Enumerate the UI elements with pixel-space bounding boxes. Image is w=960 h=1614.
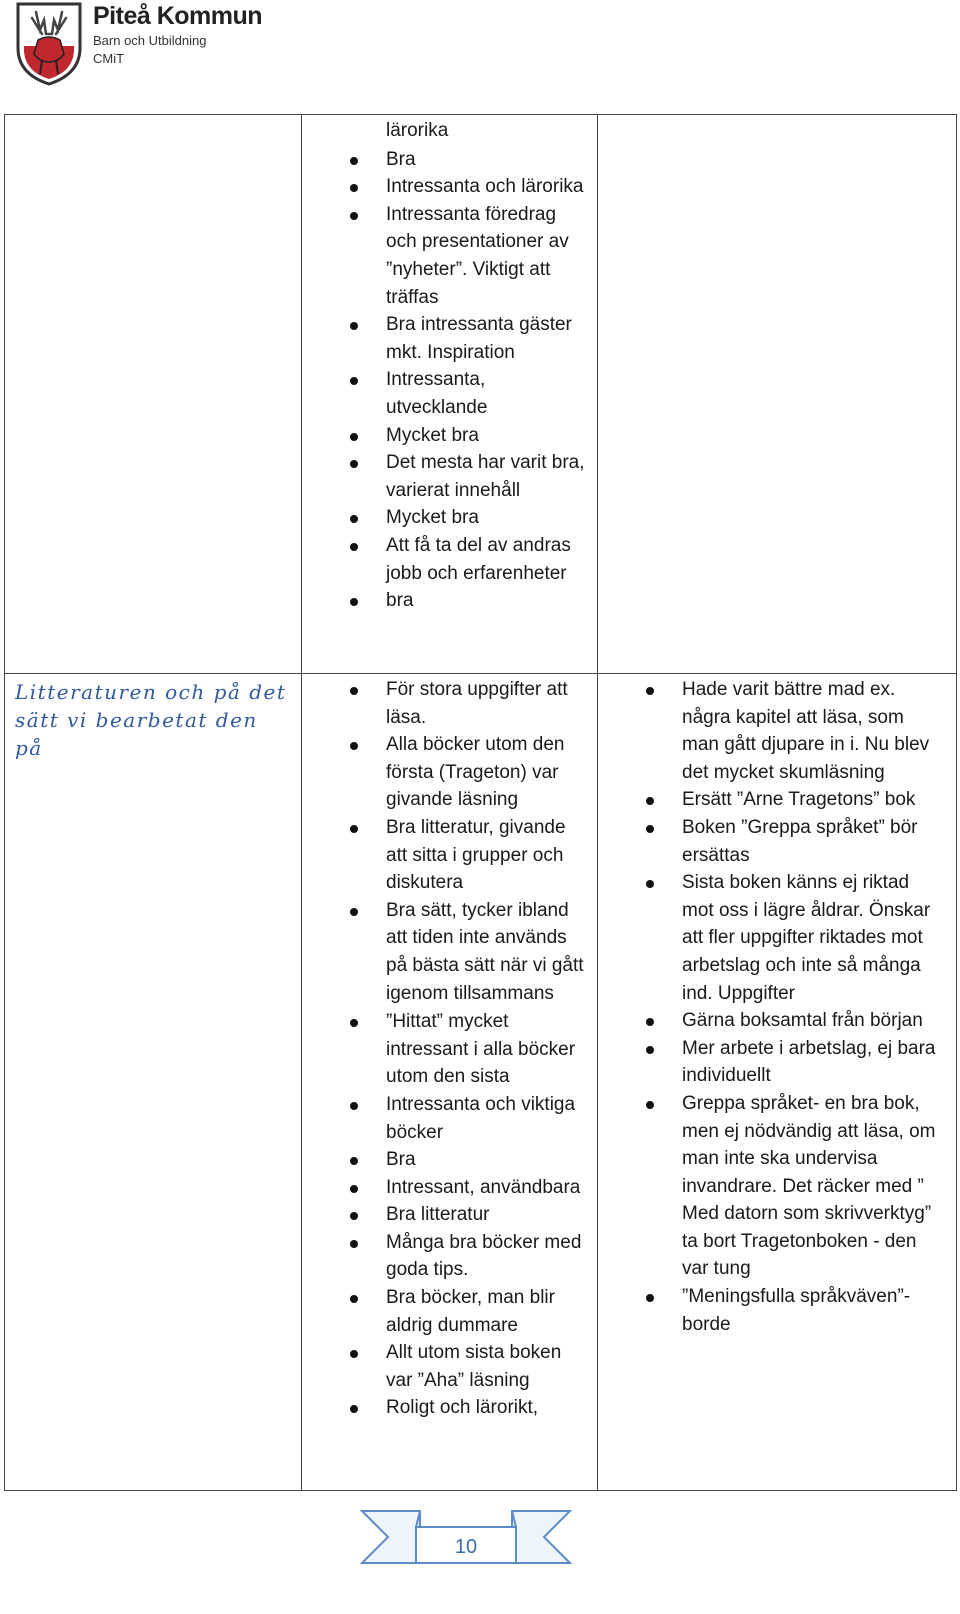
- department-name: Barn och Utbildning: [93, 33, 207, 48]
- comments-cell: [598, 115, 957, 674]
- list-item: Bra: [302, 146, 597, 174]
- comments-cell: [598, 674, 957, 1491]
- list-item: ”Hittat” mycket intressant i alla böcker utom den sista: [302, 1008, 597, 1091]
- category-label: [5, 115, 301, 119]
- list-item: Bra böcker, man blir aldrig dummare: [302, 1284, 597, 1339]
- list-item: bra: [302, 587, 597, 615]
- list-item: Det mesta har varit bra, varierat innehåll: [302, 449, 597, 504]
- list-item: För stora uppgifter att läsa.: [302, 676, 597, 731]
- list-item: Bra litteratur, givande att sitta i grupper och diskutera: [302, 814, 597, 897]
- list-item: Intressanta föredrag och presentationer av ”nyheter”. Viktigt att träffas: [302, 201, 597, 311]
- list-item: Mer arbete i arbetslag, ej bara individuellt: [598, 1035, 956, 1090]
- list-item: lärorika: [386, 120, 449, 141]
- list-item: Ersätt ”Arne Tragetons” bok: [598, 786, 956, 814]
- list-item: Intressanta, utvecklande: [302, 366, 597, 421]
- list-item: Intressant, användbara: [302, 1174, 597, 1202]
- list-item: Bra litteratur: [302, 1201, 597, 1229]
- unit-name: CMiT: [93, 51, 125, 66]
- list-item: Alla böcker utom den första (Trageton) var givande läsning: [302, 731, 597, 814]
- table-row: [5, 115, 957, 674]
- responses-cell: [302, 674, 598, 1491]
- list-item: Bra intressanta gäster mkt. Inspiration: [302, 311, 597, 366]
- page-number: 10: [454, 1536, 478, 1558]
- list-item: Roligt och lärorikt,: [302, 1394, 597, 1422]
- org-name: Piteå Kommun: [93, 2, 263, 30]
- list-item: igenom tillsammans: [386, 982, 554, 1004]
- list-item: Sista boken känns ej riktad mot oss i lägre åldrar. Önskar att fler uppgifter riktades mot arbetslag och inte så många ind. Uppgifter: [598, 869, 956, 1007]
- responses-cell: [302, 115, 598, 674]
- list-item: Bra: [302, 1146, 597, 1174]
- list-item: Boken ”Greppa språket” bör ersättas: [598, 814, 956, 869]
- list-item: Gärna boksamtal från början: [598, 1007, 956, 1035]
- list-item: Bra sätt, tycker ibland att tiden inte används på bästa sätt när vi gått: [302, 897, 597, 980]
- municipal-crest-icon: [14, 0, 84, 86]
- list-item: Hade varit bättre mad ex. några kapitel att läsa, som man gått djupare in i. Nu blev det mycket skumläsning: [598, 676, 956, 786]
- list-item: Allt utom sista boken var ”Aha” läsning: [302, 1339, 597, 1394]
- table-row: [5, 674, 957, 1491]
- category-label: Litteraturen och på det sätt vi bearbetat den på: [15, 680, 287, 760]
- category-cell: [5, 115, 302, 674]
- list-item: Mycket bra: [302, 504, 597, 532]
- list-item: Intressanta och lärorika: [302, 173, 597, 201]
- list-item: Att få ta del av andras jobb och erfarenheter: [302, 532, 597, 587]
- list-item: Greppa språket- en bra bok, men ej nödvändig att läsa, om man inte ska undervisa invandrare. Det räcker med ” Med datorn som skrivverktyg” ta bort Tragetonboken - den var tung: [598, 1090, 956, 1283]
- comments-list: [598, 674, 956, 1338]
- list-item: Mycket bra: [302, 422, 597, 450]
- evaluation-table: [4, 114, 957, 1491]
- list-item: ”Meningsfulla språkväven”- borde: [598, 1283, 956, 1338]
- list-item: Intressanta och viktiga böcker: [302, 1091, 597, 1146]
- category-cell: [5, 674, 302, 1491]
- list-item: Många bra böcker med goda tips.: [302, 1229, 597, 1284]
- responses-list: [302, 674, 597, 1422]
- kommun-logo: [14, 0, 284, 90]
- responses-list: [302, 115, 597, 615]
